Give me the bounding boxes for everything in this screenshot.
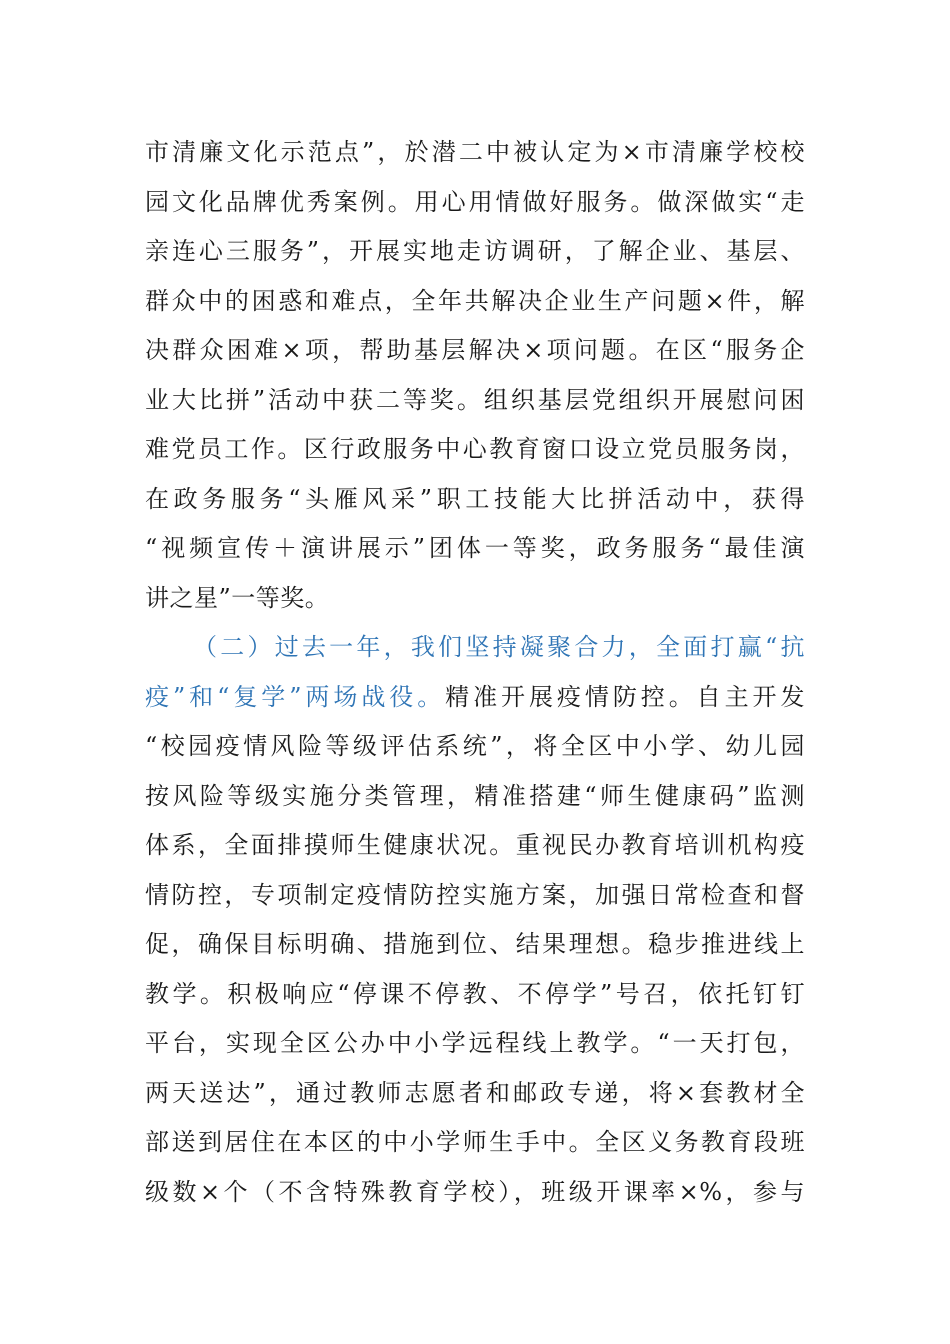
text-line: 亲连心三服务”，开展实地走访调研，了解企业、基层、 — [145, 237, 805, 265]
text-line: 讲之星”一等奖。 — [145, 583, 330, 612]
text-line: “视频宣传＋演讲展示”团体一等奖，政务服务“最佳演 — [145, 534, 805, 562]
text-line: 体系，全面排摸师生健康状况。重视民办教育培训机构疫 — [145, 831, 805, 859]
text-line: 促，确保目标明确、措施到位、结果理想。稳步推进线上 — [145, 930, 805, 958]
text-line: 情防控，专项制定疫情防控实施方案，加强日常检查和督 — [145, 880, 805, 909]
section-heading-continued: 疫”和“复学”两场战役。 — [145, 682, 446, 711]
text-line: 市清廉文化示范点”，於潜二中被认定为×市清廉学校校 — [145, 138, 805, 166]
paragraph-2 — [145, 623, 805, 1217]
paragraph-1 — [145, 128, 805, 623]
text-line: 难党员工作。区行政服务中心教育窗口设立党员服务岗， — [145, 435, 805, 463]
text-line: 业大比拼”活动中获二等奖。组织基层党组织开展慰问困 — [145, 385, 805, 414]
text-line — [145, 673, 805, 723]
text-line: 两天送达”，通过教师志愿者和邮政专递，将×套教材全 — [145, 1078, 805, 1107]
text-line: 园文化品牌优秀案例。用心用情做好服务。做深做实“走 — [145, 187, 805, 216]
text-line: 群众中的困惑和难点，全年共解决企业生产问题×件，解 — [145, 286, 805, 315]
text-line: 决群众困难×项，帮助基层解决×项问题。在区“服务企 — [145, 336, 805, 364]
text-line: “校园疫情风险等级评估系统”，将全区中小学、幼儿园 — [145, 732, 805, 760]
text-line: 部送到居住在本区的中小学师生手中。全区义务教育段班 — [145, 1128, 805, 1156]
document-body — [145, 128, 805, 1217]
text-segment: 精准开展疫情防控。自主开发 — [445, 682, 805, 711]
text-line: 平台，实现全区公办中小学远程线上教学。“一天打包， — [145, 1029, 805, 1057]
text-line: 教学。积极响应“停课不停教、不停学”号召，依托钉钉 — [145, 979, 805, 1008]
text-line: 级数×个（不含特殊教育学校），班级开课率×%，参与 — [145, 1177, 805, 1206]
text-line: 在政务服务“头雁风采”职工技能大比拼活动中，获得 — [145, 484, 805, 513]
section-heading: （二）过去一年，我们坚持凝聚合力，全面打赢“抗 — [193, 633, 805, 661]
text-line: 按风险等级实施分类管理，精准搭建“师生健康码”监测 — [145, 781, 805, 810]
